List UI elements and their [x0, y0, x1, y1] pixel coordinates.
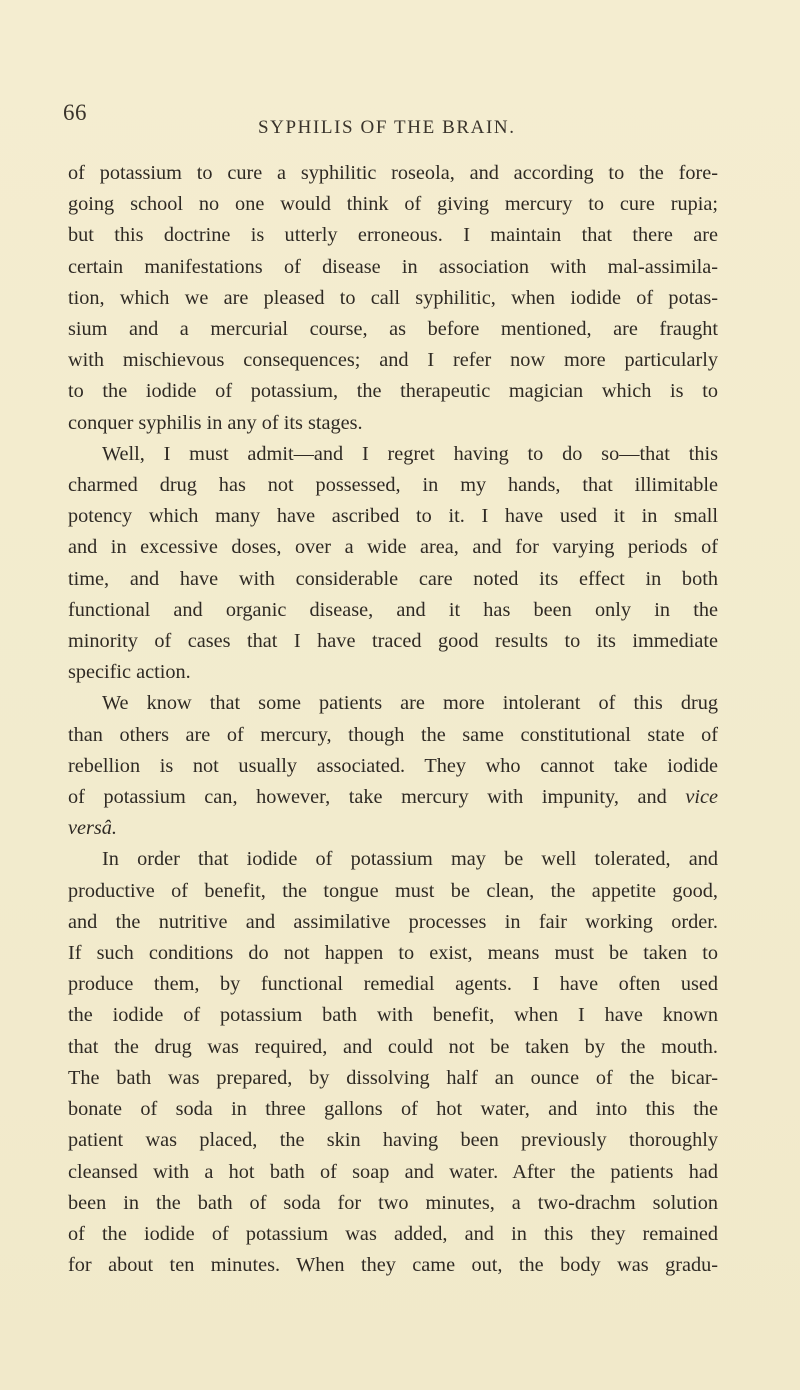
text-line: and the nutritive and assimilative processes in fair working order. — [68, 910, 718, 933]
text-line: but this doctrine is utterly erroneous. I maintain that there are — [68, 224, 718, 247]
text-line: productive of benefit, the tongue must be clean, the appetite good, — [68, 879, 718, 902]
text-line: charmed drug has not possessed, in my hands, that illimitable — [68, 474, 718, 497]
text-line: of potassium to cure a syphilitic roseola, and according to the fore- — [68, 162, 718, 184]
text-line: versâ. — [68, 817, 117, 840]
text-line: Well, I must admit—and I regret having to do so—that this — [102, 442, 718, 465]
text-segment: of potassium can, however, take mercury with impunity, and — [68, 786, 667, 809]
text-line: with mischievous consequences; and I refer now more particularly — [68, 349, 718, 372]
text-line: of the iodide of potassium was added, and in this they remained — [68, 1222, 718, 1245]
text-line: that the drug was required, and could not be taken by the mouth. — [68, 1035, 718, 1058]
text-line: been in the bath of soda for two minutes, a two-drachm solution — [68, 1191, 718, 1214]
text-line: time, and have with considerable care noted its effect in both — [68, 567, 718, 590]
text-line: bonate of soda in three gallons of hot water, and into this the — [68, 1098, 718, 1121]
text-line: and in excessive doses, over a wide area, and for varying periods of — [68, 536, 718, 559]
text-line: We know that some patients are more intolerant of this drug — [102, 692, 718, 715]
text-line: to the iodide of potassium, the therapeutic magician which is to — [68, 380, 718, 403]
text-line: the iodide of potassium bath with benefit, when I have known — [68, 1004, 718, 1027]
text-line — [68, 782, 718, 813]
text-line: going school no one would think of giving mercury to cure rupia; — [68, 193, 718, 216]
italic-term: vice — [685, 786, 718, 809]
text-line: The bath was prepared, by dissolving half an ounce of the bicar- — [68, 1066, 718, 1089]
text-line: for about ten minutes. When they came out, the body was gradu- — [68, 1254, 718, 1277]
text-line: functional and organic disease, and it has been only in the — [68, 598, 718, 621]
text-line: rebellion is not usually associated. They who cannot take iodide — [68, 754, 718, 777]
text-line: potency which many have ascribed to it. I have used it in small — [68, 505, 718, 528]
text-line: certain manifestations of disease in association with mal-assimila- — [68, 255, 718, 278]
text-line: minority of cases that I have traced good results to its immediate — [68, 630, 718, 653]
text-line: patient was placed, the skin having been previously thoroughly — [68, 1129, 718, 1152]
running-title: SYPHILIS OF THE BRAIN. — [258, 117, 516, 138]
text-line: If such conditions do not happen to exist, means must be taken to — [68, 942, 718, 965]
text-line: In order that iodide of potassium may be well tolerated, and — [102, 848, 718, 871]
text-line: produce them, by functional remedial agents. I have often used — [68, 973, 718, 996]
text-line: than others are of mercury, though the same constitutional state of — [68, 723, 718, 746]
text-line: sium and a mercurial course, as before mentioned, are fraught — [68, 318, 718, 341]
body-text — [68, 158, 718, 1281]
text-line: conquer syphilis in any of its stages. — [68, 411, 363, 434]
text-line: specific action. — [68, 661, 191, 684]
text-line: cleansed with a hot bath of soap and water. After the patients had — [68, 1160, 718, 1183]
text-line: tion, which we are pleased to call syphilitic, when iodide of potas- — [68, 286, 718, 309]
page-number: 66 — [63, 100, 87, 125]
